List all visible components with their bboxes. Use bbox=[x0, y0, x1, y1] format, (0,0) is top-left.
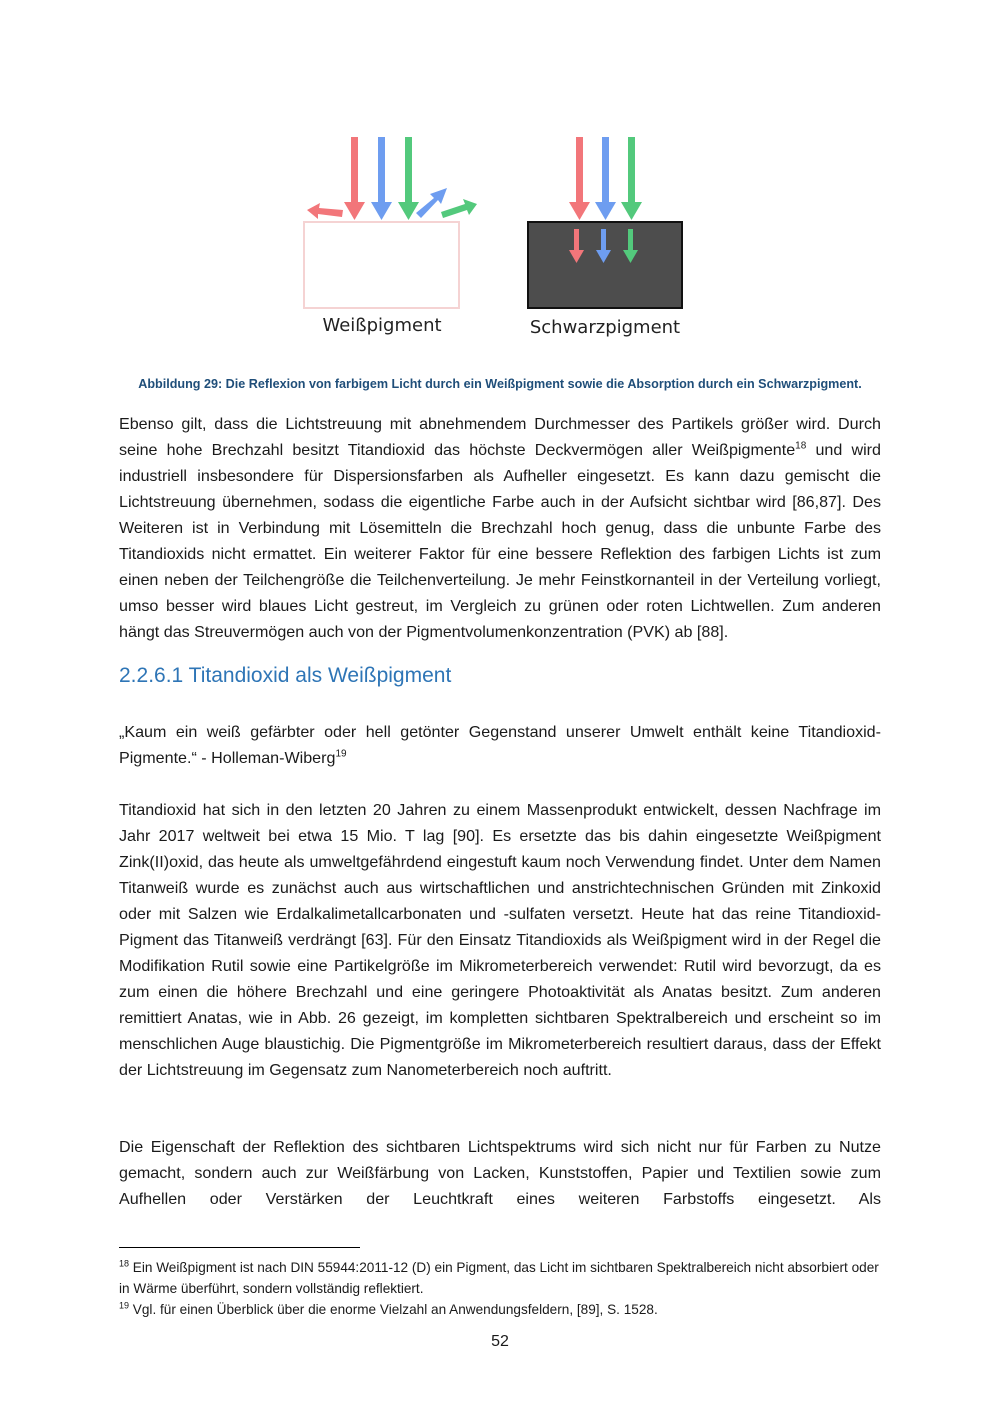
paragraph-3-text: Die Eigenschaft der Reflektion des sichtbaren Lichtspektrums wird sich nicht nur für Farben zu Nutze gemacht, sondern auch zur Weißfärbung von Lacken, Kunststoffen, Papier und Textilien sowie zum Aufhellen oder Verstärken der Leuchtkraft eines weiteren Farbstoffs eingesetzt. Als bbox=[119, 1138, 881, 1208]
white-reflected-arrows bbox=[307, 188, 477, 219]
figure-caption: Abbildung 29: Die Reflexion von farbigem Licht durch ein Weißpigment sowie die Absorption durch ein Schwarzpigment. bbox=[138, 377, 862, 391]
footnote-text: Vgl. für einen Überblick über die enorme Vielzahl an Anwendungsfeldern, [89], S. 1528. bbox=[129, 1302, 658, 1317]
white-incoming-arrows bbox=[344, 137, 419, 220]
paragraph-1-text-cont: und wird industriell insbesondere für Dispersionsfarben als Aufheller eingesetzt. Es kann dazu gemischt die Lichtstreuung übernehmen, sodass die eigentliche Farbe auch in der Aufsicht sichtbar wird [86,87]. Des Weiteren ist in Verbindung mit Lösemitteln die Brechzahl hoch genug, dass die unbunte Farbe des Titandioxids nicht ermattet. Ein weiterer Faktor für eine bessere Reflektion des farbigen Lichts ist zum einen neben der Teilchengröße die Teilchenverteilung. Je mehr Feinstkornanteil in der Verteilung vorliegt, umso besser wird blaues Licht gestreut, im Vergleich zu grünen oder roten Lichtwellen. Zum anderen hängt das Streuvermögen auch von der Pigmentvolumenkonzentration (PVK) ab [88]. bbox=[119, 441, 881, 641]
label-white-pigment: Weißpigment bbox=[322, 315, 442, 336]
paragraph-2-text: Titandioxid hat sich in den letzten 20 Jahren zu einem Massenprodukt entwickelt, dessen Nachfrage im Jahr 2017 weltweit bei etwa 15 Mio. T lag [90]. Es ersetzte das bis dahin eingesetzte Weißpigment Zink(II)oxid, das heute als umweltgefährdend eingestuft kaum noch Verwendung findet. Unter dem Namen Titanweiß wurde es zunächst auch aus wirtschaftlichen und anstrichtechnischen Gründen mit Zinkoxid oder mit Salzen wie Erdalkalimetallcarbonaten und -sulfaten versetzt. Heute hat das reine Titandioxid-Pigment das Titanweiß verdrängt [63]. Für den Einsatz Titandioxids als Weißpigment wird in der Regel die Modifikation Rutil sowie eine Partikelgröße im Mikrometerbereich verwendet: Rutil wird bevorzugt, da es zum einen die höhere Brechzahl und eine geringere Photoaktivität als Anatas besitzt. Zum anderen remittiert Anatas, wie in Abb. 26 gezeigt, im kompletten sichtbaren Spektralbereich und erscheint so im menschlichen Auge blaustichig. Die Pigmentgröße im Mikrometerbereich resultiert daraus, dass der Effekt der Lichtstreuung im Gegensatz zum Nanometerbereich noch auftritt. bbox=[119, 801, 881, 1079]
footnote-18 bbox=[119, 1257, 881, 1299]
footnote-ref-18[interactable]: 18 bbox=[795, 440, 807, 452]
page-number: 52 bbox=[491, 1333, 509, 1350]
footnote-text: Ein Weißpigment ist nach DIN 55944:2011-12 (D) ein Pigment, das Licht im sichtbaren Spektralbereich nicht absorbiert oder in Wärme überführt, sondern vollständig reflektiert. bbox=[119, 1260, 879, 1296]
section-heading: 2.2.6.1 Titandioxid als Weißpigment bbox=[119, 664, 452, 687]
paragraph-1 bbox=[119, 411, 881, 645]
paragraph-3 bbox=[119, 1134, 881, 1212]
paragraph-1-text: Ebenso gilt, dass die Lichtstreuung mit abnehmendem Durchmesser des Partikels größer wird. Durch seine hohe Brechzahl besitzt Titandioxid das höchste Deckvermögen aller Weißpigmente bbox=[119, 415, 881, 459]
footnote-divider bbox=[119, 1247, 360, 1248]
reflection-figure bbox=[295, 128, 705, 343]
footnote-number: 19 bbox=[119, 1300, 130, 1311]
paragraph-2 bbox=[119, 797, 881, 1083]
label-black-pigment: Schwarzpigment bbox=[529, 317, 681, 338]
reflection-diagram bbox=[295, 128, 705, 343]
footnotes bbox=[119, 1257, 881, 1320]
footnote-ref-19[interactable]: 19 bbox=[335, 748, 347, 760]
black-incoming-arrows bbox=[569, 137, 642, 220]
white-pigment-box bbox=[304, 222, 459, 308]
quote-text: „Kaum ein weiß gefärbter oder hell getönter Gegenstand unserer Umwelt enthält keine Titandioxid-Pigmente.“ - Holleman-Wiberg bbox=[119, 723, 881, 767]
footnote-19 bbox=[119, 1299, 881, 1320]
quote-block bbox=[119, 719, 881, 771]
footnote-number: 18 bbox=[119, 1258, 130, 1269]
